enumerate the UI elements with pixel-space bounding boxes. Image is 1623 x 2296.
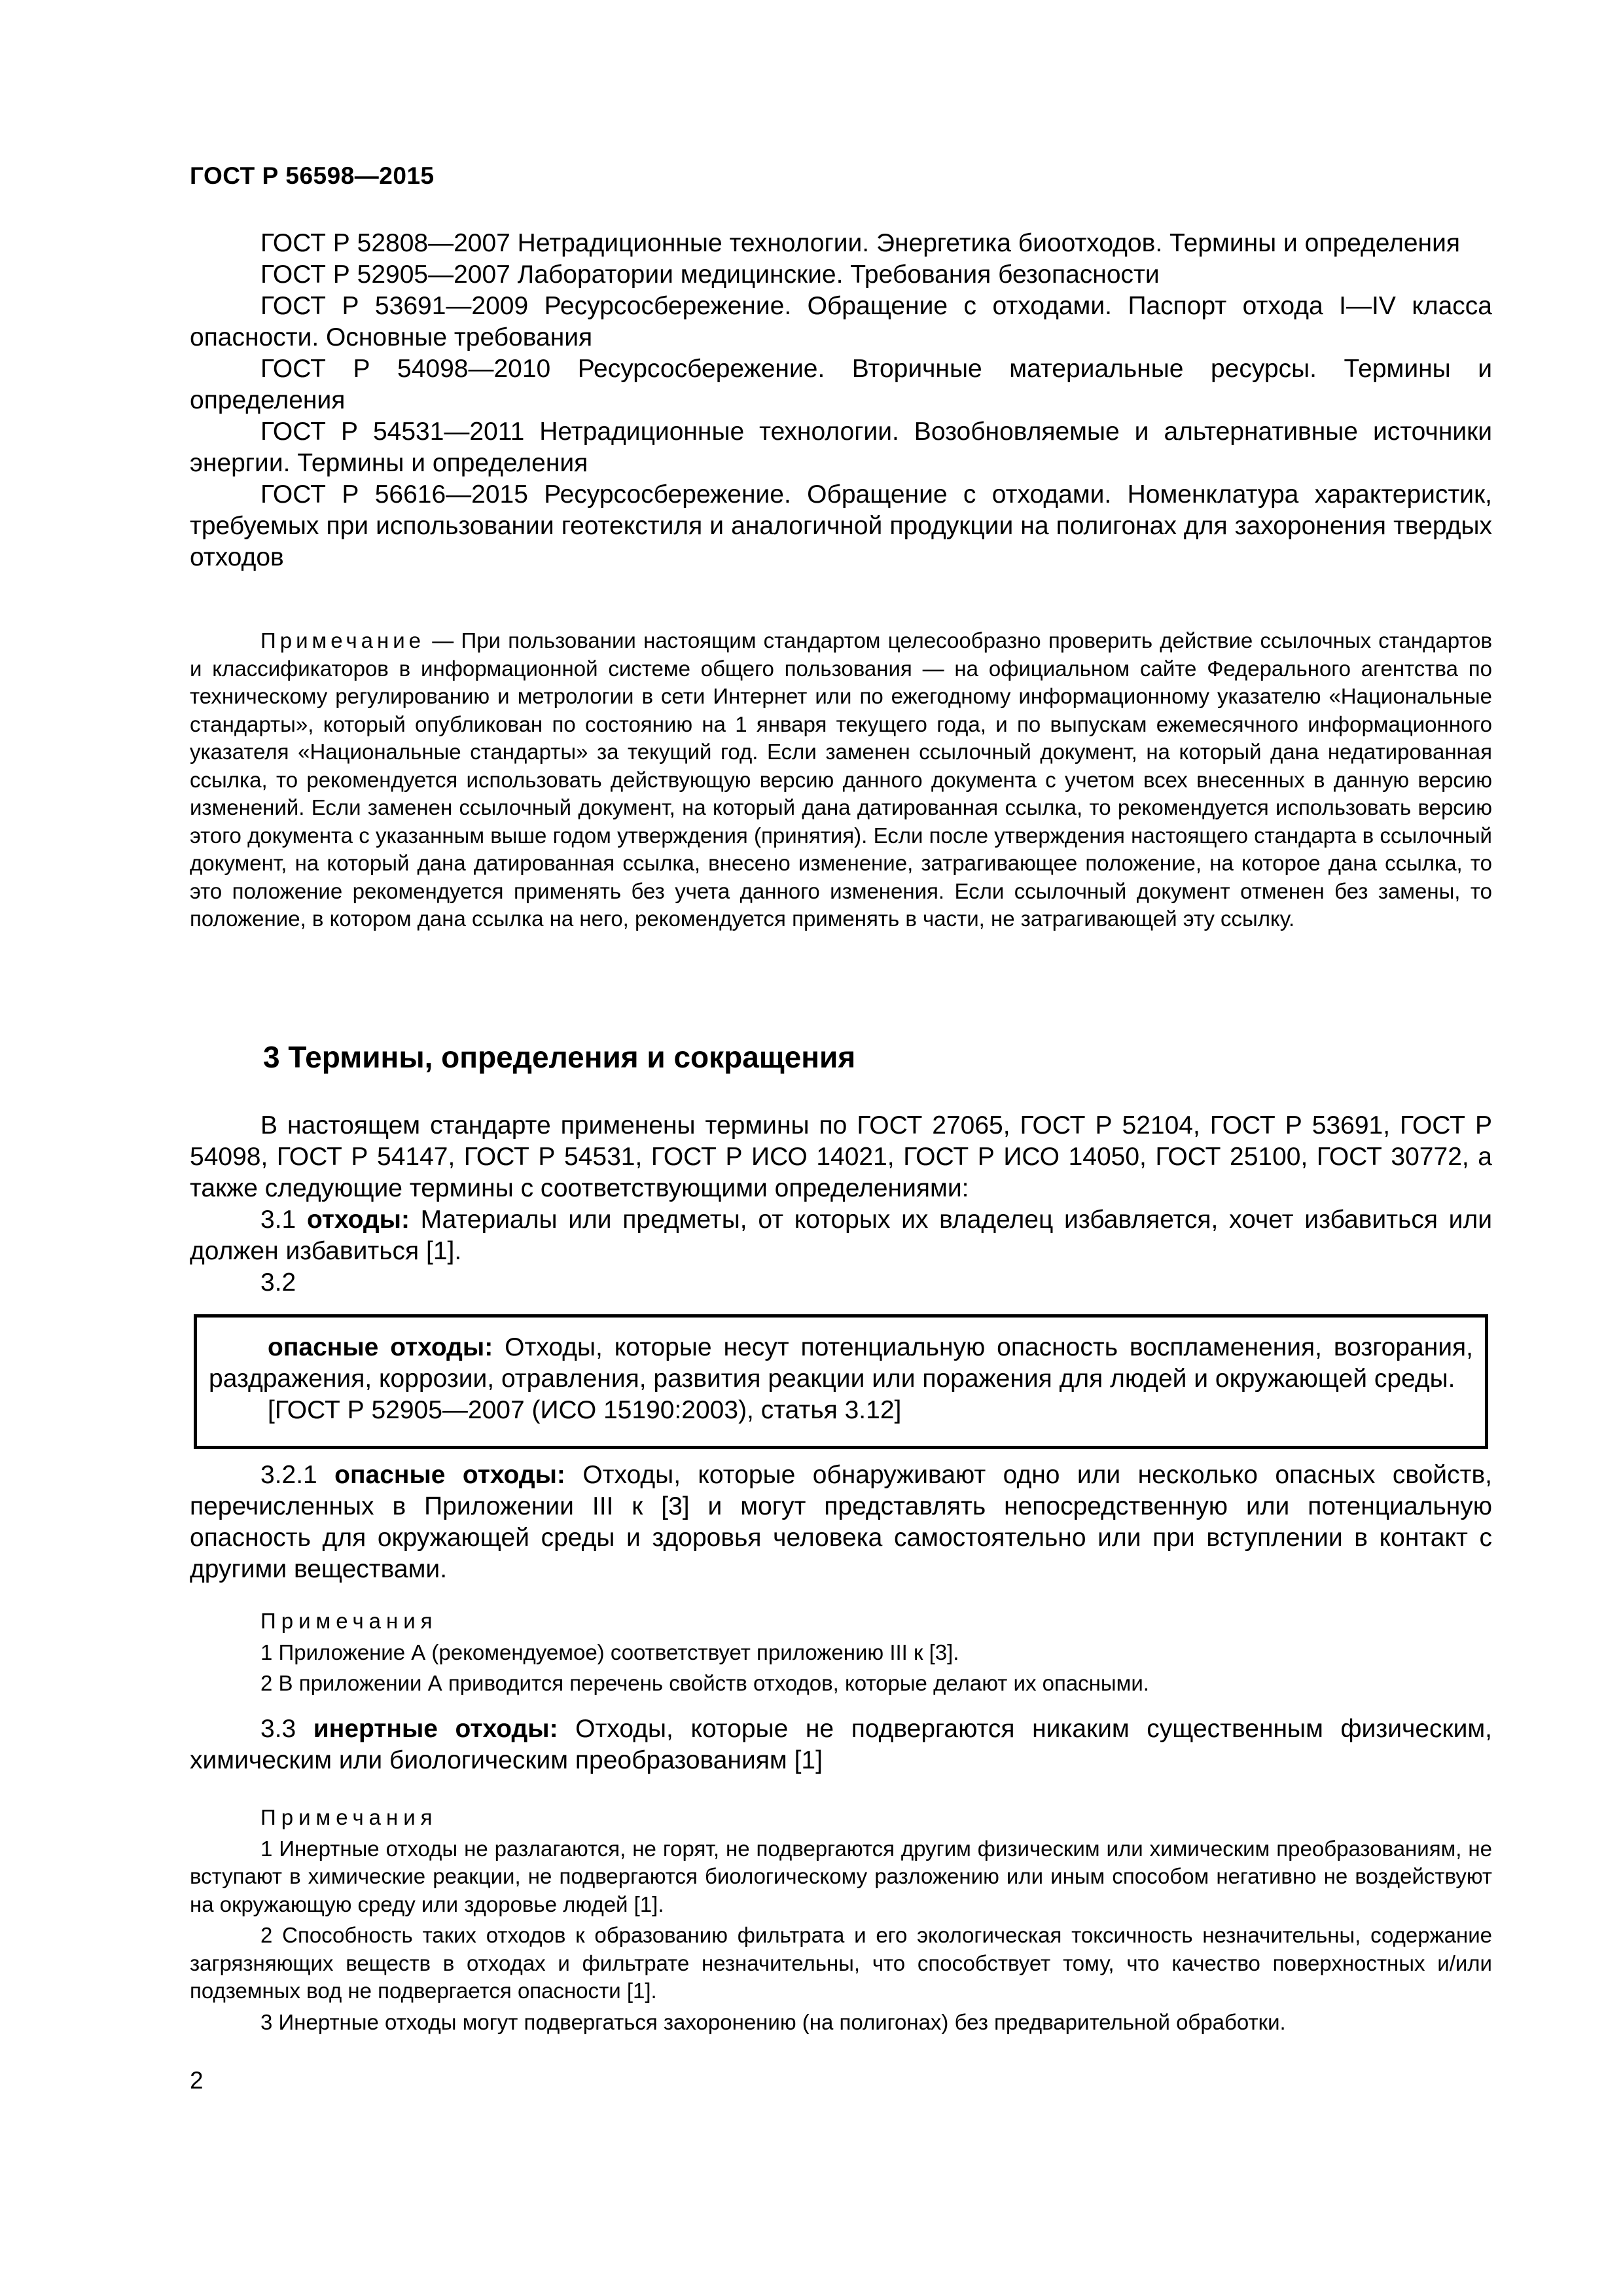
notes-heading: Примечания: [260, 1609, 438, 1633]
term-3-2-1: 3.2.1 опасные отходы: Отходы, которые обнаруживают одно или несколько опасных свойств, перечисленных в Приложении III к [3] и могут представлять непосредственную или потенциальную опасность для окружающей среды и здоровья человека самостоятельно или при вступлении в контакт с другими веществами.: [190, 1461, 1492, 1583]
notes-heading: Примечания: [260, 1805, 438, 1829]
references-list: [190, 228, 1492, 573]
term-3-1: 3.1 отходы: Материалы или предметы, от которых их владелец избавляется, хочет избавиться или должен избавиться [1].: [190, 1206, 1492, 1265]
term-label: отходы:: [306, 1206, 410, 1234]
references-note: [190, 627, 1492, 933]
section-intro: [190, 1110, 1492, 1299]
note-item: 2 Способность таких отходов к образованию фильтрата и его экологическая токсичность незначительны, содержание загрязняющих веществ в отходах и фильтрате незначительны, что способствует тому, что качество поверхностных и/или подземных вод не подвергается опасности [1].: [190, 1923, 1492, 2003]
term-3-3: 3.3 инертные отходы: Отходы, которые не подвергаются никаким существенным физическим, химическим или биологическим преобразованиям [1]: [190, 1715, 1492, 1774]
note-item: 1 Инертные отходы не разлагаются, не горят, не подвергаются другим физическим или химическим преобразованиям, не вступают в химические реакции, не подвергаются биологическому разложению или иным способом негативно не воздействуют на окружающую среду или здоровье людей [1].: [190, 1836, 1492, 1916]
note-text: — При пользовании настоящим стандартом целесообразно проверить действие ссылочных стандартов и классификаторов в информационной системе общего пользования — на официальном сайте Федерального агентства по техническому регулированию и метрологии в сети Интернет или по ежегодному информационному указателю «Национальные стандарты», который опубликован по состоянию на 1 января текущего года, и по выпускам ежемесячного информационного указателя «Национальные стандарты» за текущий год. Если заменен ссылочный документ, на который дана недатированная ссылка, то рекомендуется использовать действующую версию данного документа с учетом всех внесенных в данную версию изменений. Если заменен ссылочный документ, на который дана датированная ссылка, то рекомендуется использовать версию этого документа с указанным выше годом утверждения (принятия). Если после утверждения настоящего стандарта в ссылочный документ, на который дана датированная ссылка, внесено изменение, затрагивающее положение, на которое дана ссылка, то это положение рекомендуется применять без учета данного изменения. Если ссылочный документ отменен без замены, то положение, в котором дана ссылка на него, рекомендуется применять в части, не затрагивающей эту ссылку.: [190, 628, 1492, 931]
reference-item: ГОСТ Р 52808—2007 Нетрадиционные технологии. Энергетика биоотходов. Термины и определения: [260, 229, 1460, 257]
note-label: Примечание: [260, 628, 425, 653]
notes-block-2: [190, 1804, 1492, 2039]
term-label: опасные отходы:: [268, 1333, 493, 1361]
reference-item: ГОСТ Р 56616—2015 Ресурсосбережение. Обращение с отходами. Номенклатура характеристик, требуемых при использовании геотекстиля и аналогичной продукции на полигонах для захоронения твердых отходов: [190, 480, 1492, 571]
term-label: опасные отходы:: [334, 1461, 565, 1489]
page-number: 2: [190, 2067, 204, 2094]
reference-item: ГОСТ Р 52905—2007 Лаборатории медицинские. Требования безопасности: [260, 260, 1160, 289]
box-definition: опасные отходы: Отходы, которые несут потенциальную опасность воспламенения, возгорания, раздражения, коррозии, отравления, развития реакции или поражения для людей и окружающей среды.: [209, 1333, 1473, 1393]
section-title: 3 Термины, определения и сокращения: [263, 1040, 856, 1074]
reference-item: ГОСТ Р 54098—2010 Ресурсосбережение. Вторичные материальные ресурсы. Термины и определения: [190, 355, 1492, 414]
notes-block-1: [190, 1607, 1492, 1701]
note-item: 3 Инертные отходы могут подвергаться захоронению (на полигонах) без предварительной обработки.: [260, 2009, 1286, 2034]
note-item: 2 В приложении А приводится перечень свойств отходов, которые делают их опасными.: [260, 1671, 1149, 1695]
term-label: инертные отходы:: [313, 1715, 558, 1743]
reference-item: ГОСТ Р 53691—2009 Ресурсосбережение. Обращение с отходами. Паспорт отхода I—IV класса опасности. Основные требования: [190, 292, 1492, 351]
term-3-2-number: 3.2: [260, 1268, 296, 1297]
document-header: ГОСТ Р 56598—2015: [190, 162, 435, 189]
intro-paragraph: В настоящем стандарте применены термины по ГОСТ 27065, ГОСТ Р 52104, ГОСТ Р 53691, ГОСТ Р 54098, ГОСТ Р 54147, ГОСТ Р 54531, ГОСТ Р ИСО 14021, ГОСТ Р ИСО 14050, ГОСТ 25100, ГОСТ 30772, а также следующие термины с соответствующими определениями:: [190, 1111, 1492, 1202]
note-item: 1 Приложение А (рекомендуемое) соответствует приложению III к [3].: [260, 1640, 959, 1664]
reference-item: ГОСТ Р 54531—2011 Нетрадиционные технологии. Возобновляемые и альтернативные источники энергии. Термины и определения: [190, 418, 1492, 477]
term-definition-box: [194, 1314, 1488, 1449]
box-source: [ГОСТ Р 52905—2007 (ИСО 15190:2003), статья 3.12]: [268, 1396, 902, 1424]
